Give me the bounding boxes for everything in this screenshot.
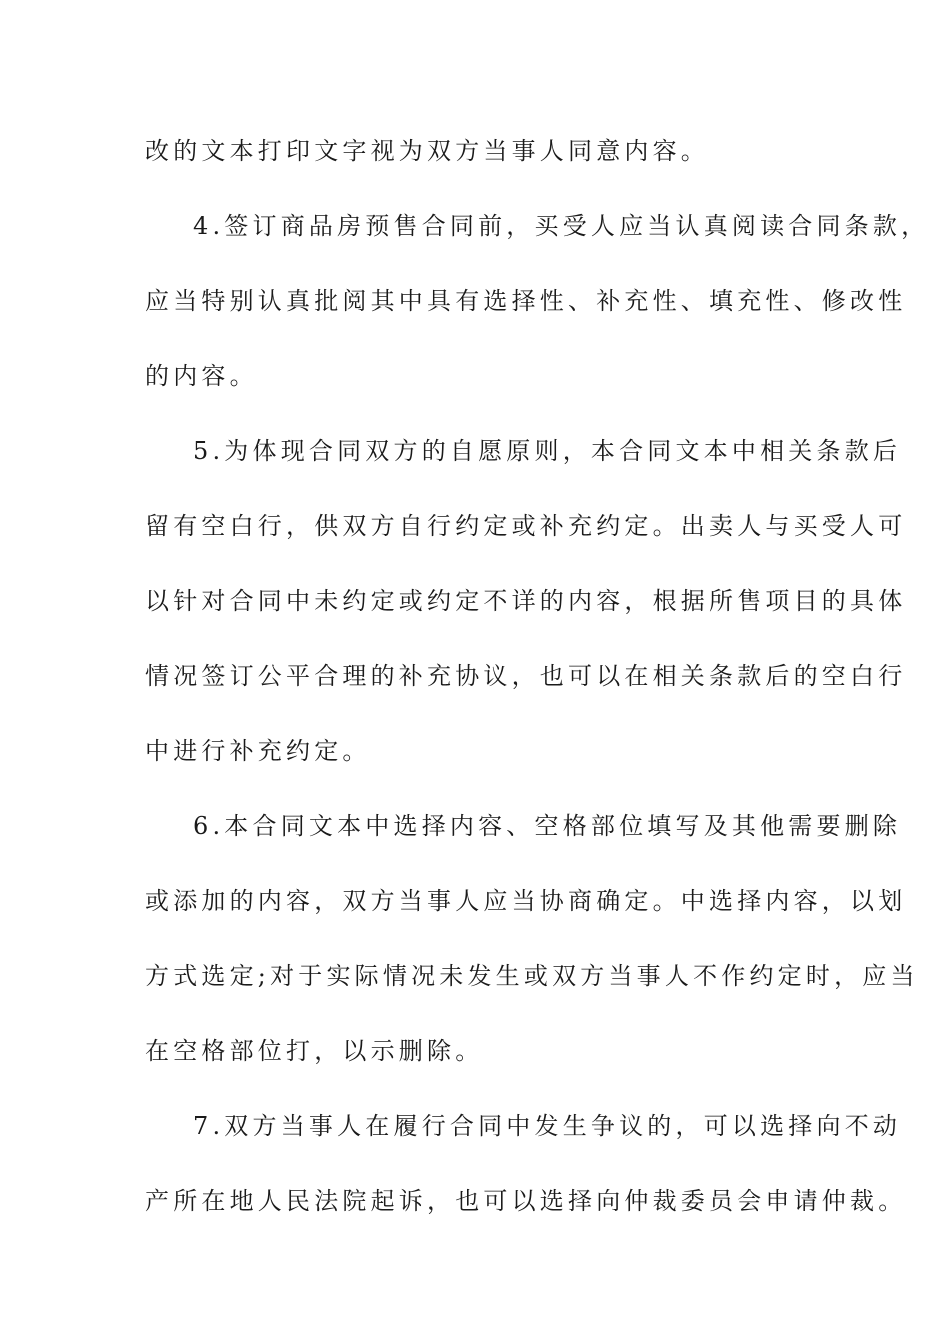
- text-line-12: 方式选定;对于实际情况未发生或双方当事人不作约定时，应当: [145, 962, 919, 990]
- clause-5-start: 5.为体现合同双方的自愿原则，本合同文本中相关条款后: [193, 437, 902, 465]
- text-line-8: 情况签订公平合理的补充协议，也可以在相关条款后的空白行: [145, 662, 907, 690]
- text-line-13: 在空格部位打，以示删除。: [145, 1037, 484, 1065]
- text-line-1: 改的文本打印文字视为双方当事人同意内容。: [145, 137, 709, 165]
- text-line-7: 以针对合同中未约定或约定不详的内容，根据所售项目的具体: [145, 587, 907, 615]
- clause-6-start: 6.本合同文本中选择内容、空格部位填写及其他需要删除: [193, 812, 902, 840]
- clause-7-start: 7.双方当事人在履行合同中发生争议的，可以选择向不动: [193, 1112, 902, 1140]
- text-line-3: 应当特别认真批阅其中具有选择性、补充性、填充性、修改性: [145, 287, 907, 315]
- text-line-11: 或添加的内容，双方当事人应当协商确定。中选择内容，以划: [145, 887, 907, 915]
- text-line-15: 产所在地人民法院起诉，也可以选择向仲裁委员会申请仲裁。: [145, 1187, 907, 1215]
- text-line-6: 留有空白行，供双方自行约定或补充约定。出卖人与买受人可: [145, 512, 907, 540]
- clause-4-start: 4.签订商品房预售合同前，买受人应当认真阅读合同条款，: [193, 212, 930, 240]
- text-line-9: 中进行补充约定。: [145, 737, 371, 765]
- text-line-4: 的内容。: [145, 362, 258, 390]
